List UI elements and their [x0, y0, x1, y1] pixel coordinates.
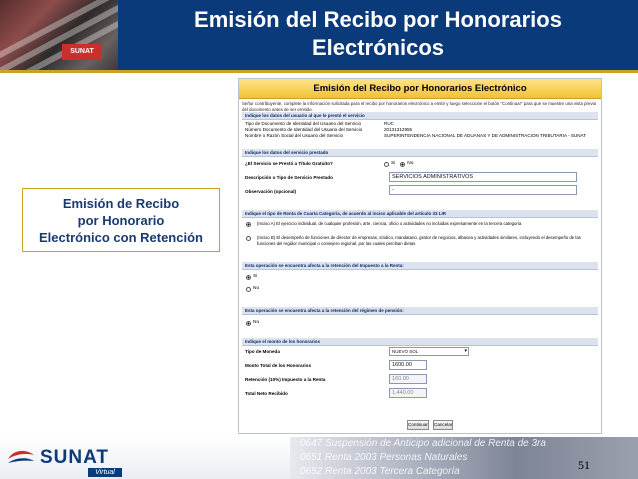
footer-line-2: 0651 Renta 2003 Personas Naturales [300, 452, 468, 463]
slide-footer [0, 437, 638, 479]
footer-logo-area [0, 437, 290, 479]
section-renta-header: Indique el tipo de Renta de Cuarta Categoría, de acuerdo al inciso aplicable del artículo 33 LIR [242, 210, 598, 218]
sunat-logo-icon [6, 449, 36, 467]
header-bar [118, 0, 638, 70]
section-usuario-header: Indique los datos del usuario al que le prestó el servicio [242, 112, 598, 120]
tipo-documento-label: Tipo de Documento de Identidad del Usuario del Servicio [245, 121, 362, 126]
header-sunat-logo: SUNAT [62, 44, 102, 60]
section-servicio-header: Indique los datos del servicio prestado [242, 149, 598, 157]
razon-social-value: SUPERINTENDENCIA NACIONAL DE ADUANAS Y DE ADMINISTRACION TRIBUTARIA - SUNAT [384, 133, 587, 138]
moneda-select[interactable] [389, 347, 469, 356]
header-underline [0, 70, 638, 73]
neto-input: 1,440.00 [389, 388, 427, 398]
form-title: Emisión del Recibo por Honorarios Electrónico [239, 79, 601, 99]
sunat-logo-text: SUNAT [40, 447, 110, 468]
monto-label: Monto Total de los Honorarios [245, 363, 312, 368]
gratuito-label: ¿El Servicio se Prestó a Título Gratuito? [245, 161, 333, 166]
cancelar-button[interactable]: Cancelar [433, 420, 453, 430]
observacion-input[interactable]: - [389, 185, 577, 195]
gratuito-si-option[interactable] [384, 161, 413, 167]
retencion-si-option[interactable] [246, 274, 257, 280]
inciso-a-label: (Inciso A) El ejercicio individual, de cualquier profesión, arte, ciencia, oficio o actividades no incluidas expresamente en la tercera categoría [257, 221, 522, 226]
retencion-si-label: Si [253, 274, 258, 279]
monto-input[interactable]: 1600.00 [389, 360, 427, 370]
footer-line-1: 0647 Suspensión de Anticipo adicional de Renta de 3ra [300, 438, 546, 449]
inciso-a-radio[interactable] [246, 222, 251, 227]
continuar-button[interactable]: Continuar [407, 420, 429, 430]
numero-documento-value: 20131312955 [384, 127, 413, 132]
descripcion-input[interactable]: SERVICIOS ADMINISTRATIVOS [389, 172, 577, 182]
pension-no-option[interactable] [246, 320, 259, 326]
observacion-label: Observación (opcional) [245, 189, 297, 194]
pension-no-label: No [253, 320, 260, 325]
retencion-si-radio[interactable] [246, 275, 251, 280]
sunat-virtual-badge: Virtual [88, 468, 122, 477]
moneda-label: Tipo de Moneda [245, 349, 280, 354]
razon-social-label: Nombre o Razón Social del Usuario del Servicio [245, 133, 344, 138]
footer-line-3: 0652 Renta 2003 Tercera Categoría [300, 466, 460, 477]
slide-title: Emisión del Recibo por Honorarios Electrónicos [194, 7, 562, 60]
gratuito-si-radio[interactable] [384, 162, 389, 167]
tipo-documento-value: RUC [384, 121, 394, 126]
inciso-b-label: (Inciso B) El desempeño de funciones de director de empresas, síndico, mandatario, gestor de negocios, albacea y actividades similares, incluyendo el desempeño de las funciones del regidor municipal o consejero regional, por las cuales perciban dietas [257, 235, 581, 246]
recibo-form [238, 78, 602, 434]
retencion-no-label: No [253, 286, 260, 291]
section-pension-header: Esta operación se encuentra afecta a la retención del régimen de pensión: [242, 307, 598, 315]
retencion-monto-label: Retención (10%) Impuesto a la Renta [245, 377, 326, 382]
descripcion-label: Descripción o Tipo de Servicio Prestado [245, 175, 333, 180]
gratuito-no-radio[interactable] [400, 162, 405, 167]
chevron-down-icon: ▾ [464, 348, 467, 354]
retencion-no-option[interactable] [246, 286, 259, 292]
form-intro: Señor contribuyente, complete la información solicitada para el recibo por honorarios electrónico a emitir y luego seleccione el botón "Continuar" para que se muestre una vista previa del documento antes de ser emitido. [242, 101, 597, 112]
callout-text: Emisión de Recibo por Honorario Electrónico con Retención [39, 196, 203, 245]
page-number: 51 [578, 458, 590, 472]
inciso-b-radio[interactable] [246, 236, 251, 241]
callout-box [22, 188, 220, 252]
slide-header [0, 0, 638, 72]
retencion-no-radio[interactable] [246, 287, 251, 292]
neto-label: Total Neto Recibido [245, 391, 288, 396]
gratuito-si-label: Si [391, 161, 396, 166]
header-photo [0, 0, 118, 70]
pension-no-radio[interactable] [246, 321, 251, 326]
section-monto-header: Indique el monto de los honorarios [242, 338, 598, 346]
retencion-monto-input: 160.00 [389, 374, 427, 384]
moneda-value: NUEVO SOL [392, 349, 419, 354]
gratuito-no-label: No [407, 161, 414, 166]
numero-documento-label: Número Documento de Identidad del Usuario del Servicio [245, 127, 363, 132]
section-retencion-header: Esta operación se encuentra afecta a la retención del Impuesto a la Renta: [242, 262, 598, 270]
